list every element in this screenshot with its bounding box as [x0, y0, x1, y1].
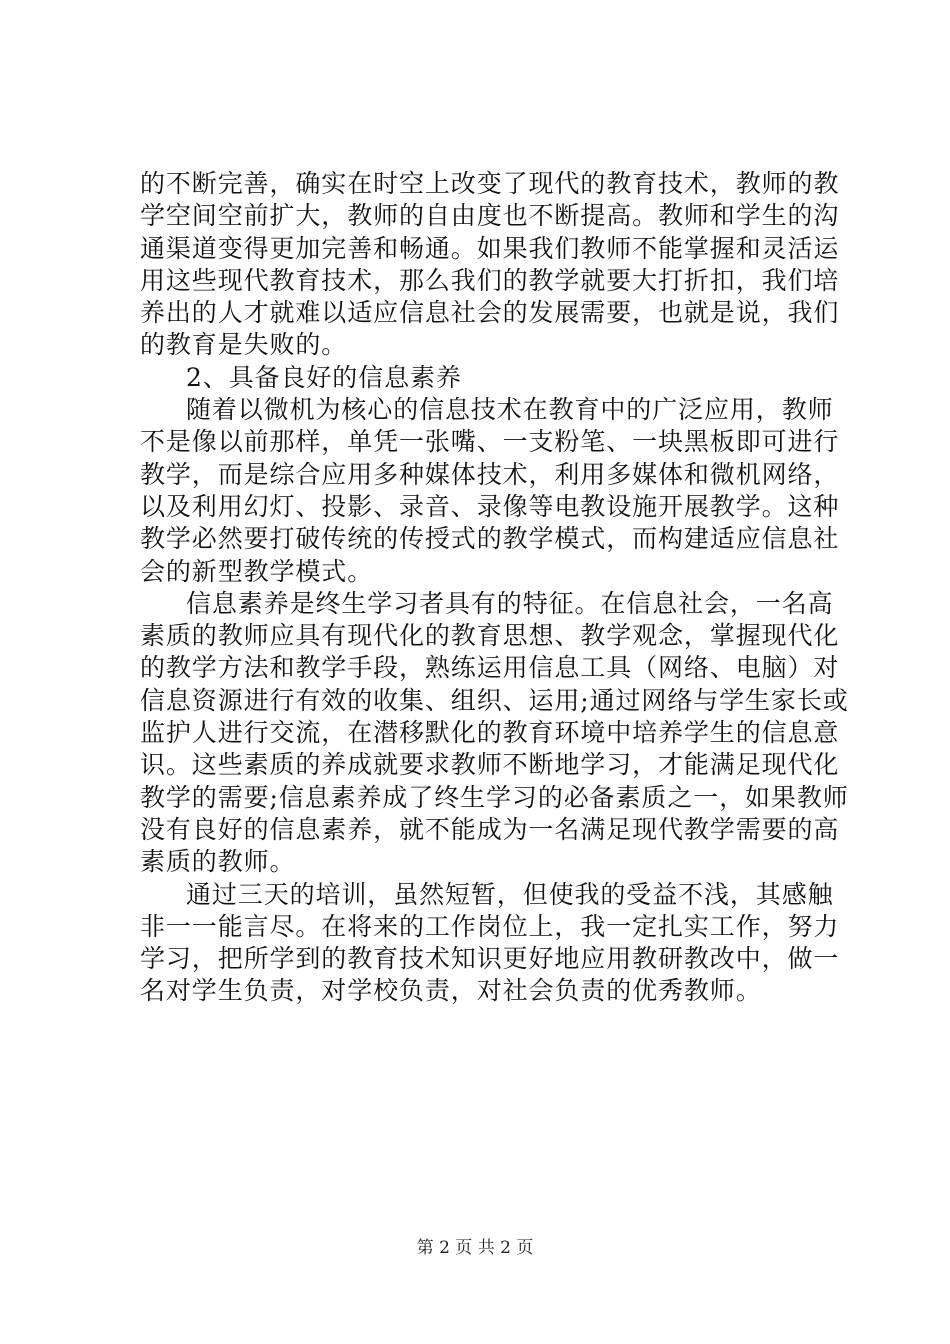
text-line: 的教学方法和教学手段，熟练运用信息工具（网络、电脑）对 [140, 653, 840, 683]
text-line: 非一一能言尽。在将来的工作岗位上，我一定扎实工作，努力 [140, 911, 840, 941]
section-heading: 2、具备良好的信息素养 [186, 362, 462, 392]
text-line: 养出的人才就难以适应信息社会的发展需要，也就是说，我们 [140, 298, 840, 328]
text-line: 会的新型教学模式。 [140, 556, 374, 586]
page-number: 第 2 页 共 2 页 [416, 1238, 534, 1258]
document-body [140, 168, 849, 1008]
text-line: 没有良好的信息素养，就不能成为一名满足现代教学需要的高 [140, 814, 840, 844]
text-line: 通过三天的培训，虽然短暂，但使我的受益不浅，其感触 [186, 879, 834, 909]
text-line: 以及利用幻灯、投影、录音、录像等电教设施开展教学。这种 [140, 491, 840, 521]
text-line: 信息资源进行有效的收集、组织、运用;通过网络与学生家长或 [140, 685, 849, 715]
text-line: 信息素养是终生学习者具有的特征。在信息社会，一名高 [186, 588, 834, 618]
text-line: 学空间空前扩大，教师的自由度也不断提高。教师和学生的沟 [140, 201, 840, 231]
text-line: 素质的教师应具有现代化的教育思想、教学观念，掌握现代化 [140, 621, 840, 651]
text-line: 的不断完善，确实在时空上改变了现代的教育技术，教师的教 [140, 169, 840, 198]
text-line: 素质的教师。 [140, 847, 296, 877]
text-line: 教学必然要打破传统的传授式的教学模式，而构建适应信息社 [140, 524, 840, 554]
text-line: 随着以微机为核心的信息技术在教育中的广泛应用，教师 [186, 395, 834, 425]
page-footer [0, 1237, 950, 1259]
text-line: 用这些现代教育技术，那么我们的教学就要大打折扣，我们培 [140, 265, 840, 295]
text-line: 的教育是失败的。 [140, 330, 348, 360]
text-line: 识。这些素质的养成就要求教师不断地学习，才能满足现代化 [140, 750, 840, 780]
text-line: 名对学生负责，对学校负责，对社会负责的优秀教师。 [140, 976, 762, 1006]
text-line: 通渠道变得更加完善和畅通。如果我们教师不能掌握和灵活运 [140, 233, 840, 263]
text-line: 学习，把所学到的教育技术知识更好地应用教研教改中，做一 [140, 944, 840, 974]
text-line: 教学的需要;信息素养成了终生学习的必备素质之一，如果教师 [140, 782, 849, 812]
text-line: 不是像以前那样，单凭一张嘴、一支粉笔、一块黑板即可进行 [140, 427, 840, 457]
text-line: 教学，而是综合应用多种媒体技术，利用多媒体和微机网络， [140, 459, 840, 489]
text-line: 监护人进行交流，在潜移默化的教育环境中培养学生的信息意 [140, 718, 840, 748]
